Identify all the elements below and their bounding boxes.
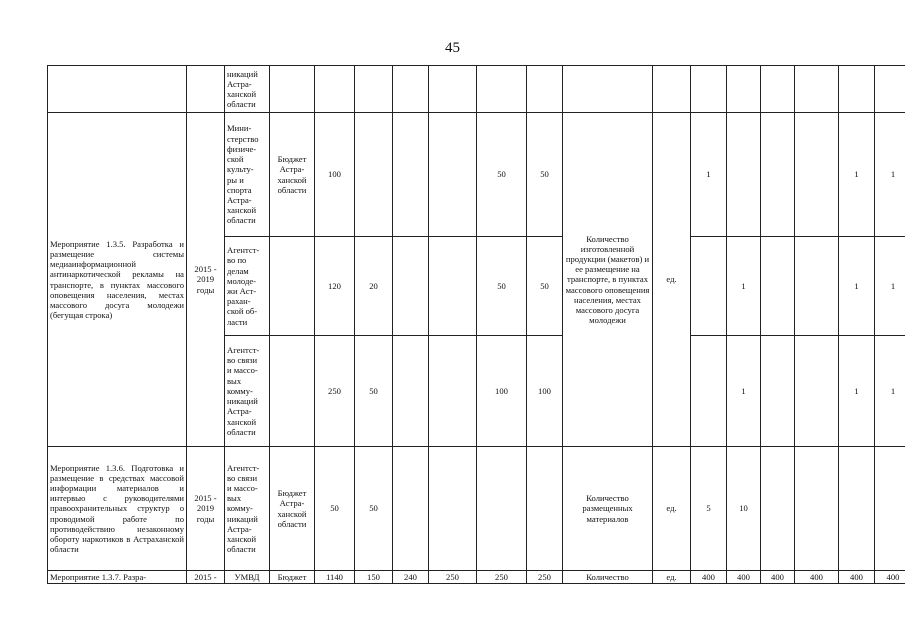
year-2019-cell: 100 xyxy=(527,336,563,447)
value-2016-cell: 1 xyxy=(727,237,761,336)
value-2019-cell: 1 xyxy=(839,336,875,447)
period-cell: 2015 - 2019 годы xyxy=(187,447,225,571)
executor-cell: УМВД xyxy=(225,571,270,584)
executor-cell: Агентст- во связи и массо- вых комму- никаций Астра- ханской области xyxy=(225,447,270,571)
value-extra-cell: 1 xyxy=(875,336,905,447)
value-2017-cell xyxy=(761,447,795,571)
year-2016-cell xyxy=(393,237,429,336)
table-row xyxy=(48,447,905,571)
year-2015-cell: 50 xyxy=(355,447,393,571)
value-extra-cell: 1 xyxy=(875,113,905,237)
value-2018-cell xyxy=(795,113,839,237)
value-extra-cell: 400 xyxy=(875,571,905,584)
executor-cell: Агентст- во по делам молоде- жи Аст- рахан- ской об- ласти xyxy=(225,237,270,336)
executor-cell: Агентст- во связи и массо- вых комму- никаций Астра- ханской области xyxy=(225,336,270,447)
indicator-cell: Количество размещенных материалов xyxy=(563,447,653,571)
value-extra-cell xyxy=(875,447,905,571)
year-2018-cell: 100 xyxy=(477,336,527,447)
year-2016-cell xyxy=(393,336,429,447)
value-2015-cell: 1 xyxy=(691,113,727,237)
year-2019-cell: 50 xyxy=(527,113,563,237)
year-2016-cell: 240 xyxy=(393,571,429,584)
value-2018-cell xyxy=(795,447,839,571)
funding-source-cell: Бюджет Астра- ханской области xyxy=(270,113,315,237)
value-2016-cell: 1 xyxy=(727,336,761,447)
year-2018-cell: 50 xyxy=(477,113,527,237)
executor-cell: никаций Астра- ханской области xyxy=(225,66,270,113)
unit-cell: ед. xyxy=(653,571,691,584)
year-2018-cell: 250 xyxy=(477,571,527,584)
value-2018-cell xyxy=(795,336,839,447)
unit-cell: ед. xyxy=(653,113,691,447)
period-cell: 2015 - xyxy=(187,571,225,584)
year-2018-cell xyxy=(477,447,527,571)
year-2017-cell xyxy=(429,237,477,336)
unit-cell: ед. xyxy=(653,447,691,571)
year-2015-cell: 150 xyxy=(355,571,393,584)
value-2019-cell: 400 xyxy=(839,571,875,584)
year-2015-cell: 20 xyxy=(355,237,393,336)
year-2017-cell: 250 xyxy=(429,571,477,584)
total-cell: 100 xyxy=(315,113,355,237)
page-number: 45 xyxy=(445,40,460,56)
executor-cell: Мини- стерство физиче- ской культу- ры и спорта Астра- ханской области xyxy=(225,113,270,237)
total-cell: 250 xyxy=(315,336,355,447)
year-2015-cell xyxy=(355,113,393,237)
total-cell: 120 xyxy=(315,237,355,336)
table-row xyxy=(48,571,905,584)
program-table xyxy=(47,65,905,584)
year-2019-cell: 50 xyxy=(527,237,563,336)
year-2016-cell xyxy=(393,447,429,571)
period-cell: 2015 - 2019 годы xyxy=(187,113,225,447)
funding-source-cell: Бюджет xyxy=(270,571,315,584)
value-2016-cell: 10 xyxy=(727,447,761,571)
value-2016-cell xyxy=(727,113,761,237)
value-2017-cell xyxy=(761,113,795,237)
value-2017-cell xyxy=(761,336,795,447)
total-cell: 1140 xyxy=(315,571,355,584)
value-2017-cell: 400 xyxy=(761,571,795,584)
indicator-cell: Количество xyxy=(563,571,653,584)
value-2016-cell: 400 xyxy=(727,571,761,584)
total-cell: 50 xyxy=(315,447,355,571)
value-2018-cell xyxy=(795,237,839,336)
table-row xyxy=(48,113,905,237)
year-2017-cell xyxy=(429,336,477,447)
value-2015-cell: 5 xyxy=(691,447,727,571)
year-2019-cell: 250 xyxy=(527,571,563,584)
value-2019-cell: 1 xyxy=(839,237,875,336)
value-2015-cell: 400 xyxy=(691,571,727,584)
year-2019-cell xyxy=(527,447,563,571)
value-2018-cell: 400 xyxy=(795,571,839,584)
measure-title: Мероприятие 1.3.5. Разработка и размещение системы медиаинформационной антинаркотической рекламы на транспорте, в пунктах массового оповещения населения, местах массового досуга молодежи (бегущая строка) xyxy=(48,113,187,447)
value-extra-cell: 1 xyxy=(875,237,905,336)
indicator-cell: Количество изготовленной продукции (макетов) и ее размещение на транспорте, в пунктах массового оповещения населения, местах массового досуга молодежи xyxy=(563,113,653,447)
value-2017-cell xyxy=(761,237,795,336)
value-2019-cell xyxy=(839,447,875,571)
value-2019-cell: 1 xyxy=(839,113,875,237)
value-2015-cell xyxy=(691,336,727,447)
measure-title: Мероприятие 1.3.7. Разра- xyxy=(48,571,187,584)
year-2017-cell xyxy=(429,447,477,571)
year-2016-cell xyxy=(393,113,429,237)
value-2015-cell xyxy=(691,237,727,336)
year-2015-cell: 50 xyxy=(355,336,393,447)
table-row xyxy=(48,66,905,113)
year-2018-cell: 50 xyxy=(477,237,527,336)
funding-source-cell: Бюджет Астра- ханской области xyxy=(270,447,315,571)
measure-title: Мероприятие 1.3.6. Подготовка и размещение в средствах массовой информации материалов и интервью с руководителями правоохранительных структур о проводимой работе по противодействию незаконному обороту наркотиков в Астраханской области xyxy=(48,447,187,571)
year-2017-cell xyxy=(429,113,477,237)
